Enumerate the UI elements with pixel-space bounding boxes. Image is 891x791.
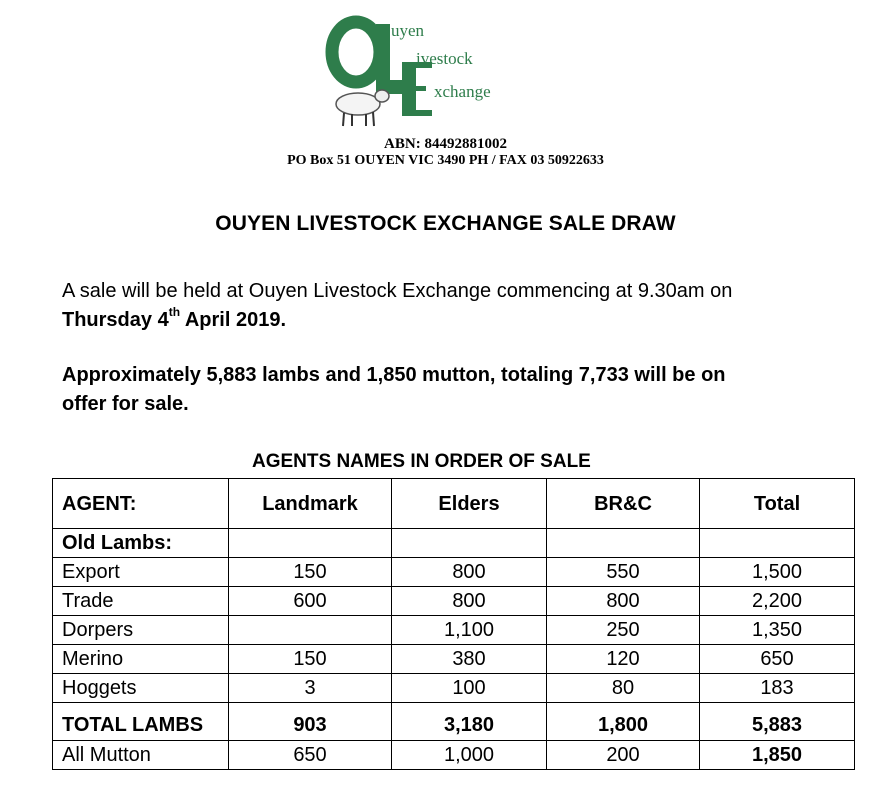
- table-row: [53, 587, 855, 616]
- cell-brc: 1,800: [547, 703, 700, 741]
- row-label: Merino: [53, 645, 229, 674]
- table-row: [53, 674, 855, 703]
- cell-brc: 550: [547, 558, 700, 587]
- postal-address: PO Box 51 OUYEN VIC 3490 PH / FAX 03 50922633: [287, 153, 604, 168]
- logo-word-uyen: uyen: [391, 21, 425, 40]
- abn-number: ABN: 84492881002: [384, 136, 507, 152]
- cell-total: 1,850: [700, 741, 855, 770]
- table-header-row: [53, 479, 855, 529]
- sale-intro-line: A sale will be held at Ouyen Livestock Exchange commencing at 9.30am on: [62, 280, 733, 302]
- cell-elders: 380: [392, 645, 547, 674]
- header-landmark: Landmark: [229, 479, 392, 529]
- sale-draw-table: [52, 478, 855, 770]
- sale-summary-paragraph: [62, 361, 726, 419]
- table-row: [53, 645, 855, 674]
- cell-total: 1,500: [700, 558, 855, 587]
- cell-landmark: 3: [229, 674, 392, 703]
- cell-elders: 800: [392, 558, 547, 587]
- cell-landmark: [229, 616, 392, 645]
- header-agent-label: AGENT:: [53, 479, 229, 529]
- section-label: Old Lambs:: [53, 529, 229, 558]
- cell-brc: 250: [547, 616, 700, 645]
- row-label: Hoggets: [53, 674, 229, 703]
- cell-elders: 800: [392, 587, 547, 616]
- table-row: [53, 616, 855, 645]
- cell-landmark: 650: [229, 741, 392, 770]
- document-title: OUYEN LIVESTOCK EXCHANGE SALE DRAW: [215, 212, 676, 235]
- ouyen-livestock-exchange-logo: [318, 12, 548, 130]
- cell-landmark: 150: [229, 558, 392, 587]
- table-title: AGENTS NAMES IN ORDER OF SALE: [252, 451, 591, 472]
- header-elders: Elders: [392, 479, 547, 529]
- summary-line-1: Approximately 5,883 lambs and 1,850 mutton, totaling 7,733 will be on: [62, 364, 726, 386]
- row-label: Export: [53, 558, 229, 587]
- sale-intro-paragraph: [62, 277, 732, 335]
- sheep-icon: [336, 90, 389, 126]
- logo-letter-o: [332, 22, 380, 82]
- header-total: Total: [700, 479, 855, 529]
- summary-line-2: offer for sale.: [62, 393, 189, 415]
- cell-brc: 800: [547, 587, 700, 616]
- cell-landmark: 903: [229, 703, 392, 741]
- logo-graphic: [318, 12, 548, 130]
- cell-total: 183: [700, 674, 855, 703]
- total-lambs-row: [53, 703, 855, 741]
- header-brc: BR&C: [547, 479, 700, 529]
- cell-total: 1,350: [700, 616, 855, 645]
- cell-elders: 1,100: [392, 616, 547, 645]
- cell-brc: 200: [547, 741, 700, 770]
- cell-landmark: 600: [229, 587, 392, 616]
- cell-total: 5,883: [700, 703, 855, 741]
- cell-landmark: 150: [229, 645, 392, 674]
- cell-elders: 100: [392, 674, 547, 703]
- cell-total: 650: [700, 645, 855, 674]
- row-label: Dorpers: [53, 616, 229, 645]
- all-mutton-row: [53, 741, 855, 770]
- row-label: TOTAL LAMBS: [53, 703, 229, 741]
- logo-word-ivestock: ivestock: [416, 49, 473, 68]
- table-row: [53, 558, 855, 587]
- cell-total: 2,200: [700, 587, 855, 616]
- logo-word-xchange: xchange: [434, 82, 491, 101]
- cell-elders: 1,000: [392, 741, 547, 770]
- section-row-old-lambs: [53, 529, 855, 558]
- cell-elders: 3,180: [392, 703, 547, 741]
- sale-date: Thursday 4th April 2019.: [62, 305, 287, 331]
- row-label: Trade: [53, 587, 229, 616]
- cell-brc: 120: [547, 645, 700, 674]
- cell-brc: 80: [547, 674, 700, 703]
- row-label: All Mutton: [53, 741, 229, 770]
